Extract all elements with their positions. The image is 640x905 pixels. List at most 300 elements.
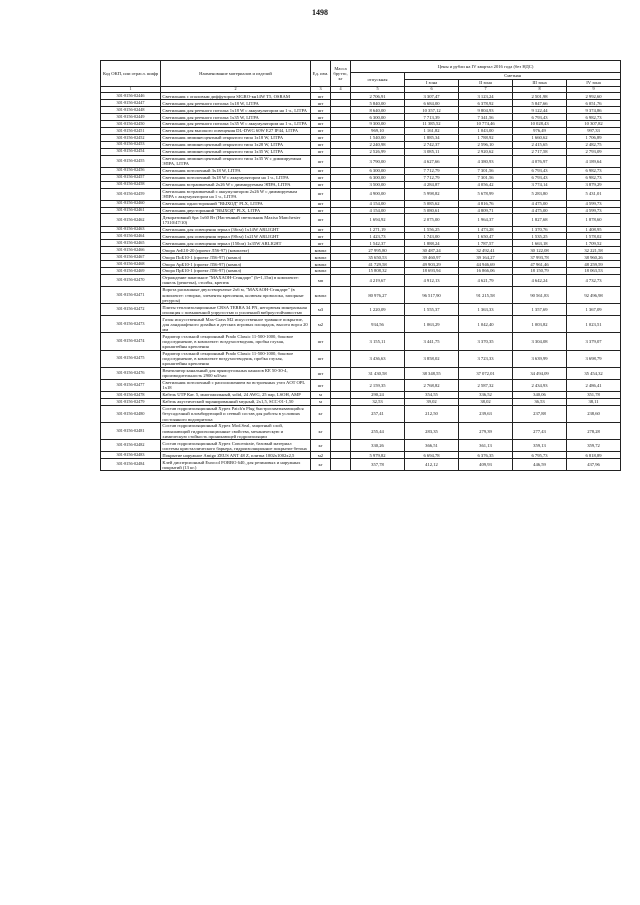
row-price: 6 982,73 [567,167,621,174]
row-price: 3 155,11 [351,333,405,350]
header-mass: Масса брутто, кг [331,61,351,87]
row-code: 301-8156-02469 [101,268,161,275]
table-row [101,254,621,261]
table-row [101,134,621,141]
row-mass [331,233,351,240]
row-code: 301-8156-02446 [101,93,161,100]
table-row [101,350,621,367]
row-price: 3 370,35 [459,333,513,350]
table-row [101,121,621,128]
row-code: 301-8156-02464 [101,233,161,240]
table-row [101,459,621,471]
row-mass [331,141,351,148]
row-code: 301-8156-02465 [101,240,161,247]
row-price: 2 920,62 [459,148,513,155]
row-price: 2 482,75 [567,141,621,148]
row-price: 4 599,73 [567,200,621,207]
row-name: Светильник для реечного потолка 1x35 W, LITPA [161,114,311,121]
table-row [101,155,621,167]
row-price: 6 793,43 [513,167,567,174]
row-code: 301-8156-02476 [101,367,161,379]
row-mass [331,121,351,128]
row-price: 37 072,01 [459,367,513,379]
row-price: 5 678,99 [459,188,513,200]
table-row [101,114,621,121]
row-name: Опора АрБ10-1 (проект Л56-97) (компл) [161,261,311,268]
row-price: 2 717,58 [513,148,567,155]
row-price: 1 363,33 [459,304,513,316]
row-name: Светильник люминесцентный открытого типа 1x35 W, LITPA [161,148,311,155]
row-unit: кг [311,423,331,440]
row-price: 3 304,08 [513,333,567,350]
row-code: 301-8156-02479 [101,398,161,405]
row-mass [331,398,351,405]
row-mass [331,261,351,268]
col-number: 5 [351,86,405,93]
row-price: 96 517,90 [405,287,459,304]
row-price: 1 650,47 [459,233,513,240]
table-row [101,240,621,247]
table-row [101,423,621,440]
row-code: 301-8156-02483 [101,452,161,459]
row-price: 2 075,00 [405,214,459,226]
row-price: 1 367,09 [567,304,621,316]
row-code: 301-8156-02474 [101,333,161,350]
row-price: 2 768,82 [405,379,459,391]
row-name: Светильник для реечного потолка 1x18 W, LITPA [161,100,311,107]
row-code: 301-8156-02471 [101,287,161,304]
row-mass [331,405,351,422]
row-price: 1 555,37 [405,304,459,316]
row-name: Опора ПрБ10-1 (проект Л56-97) (компл) [161,268,311,275]
table-header [101,61,621,93]
row-price: 239,63 [459,405,513,422]
row-price: 3 639,99 [513,350,567,367]
row-price: 10 357,12 [405,107,459,114]
row-unit: шт [311,93,331,100]
row-price: 1 827,68 [513,214,567,226]
row-code: 301-8156-02467 [101,254,161,261]
row-mass [331,240,351,247]
table-row [101,233,621,240]
row-unit: кг [311,459,331,471]
header-zone: I зона [405,79,459,86]
row-mass [331,274,351,286]
row-name: Светильник потолочный 3x18 W с аккумулятором на 1 ч., LITPA [161,174,311,181]
row-mass [331,316,351,333]
row-price: 1 743,00 [405,233,459,240]
row-unit: шт [311,367,331,379]
row-code: 301-8156-02447 [101,100,161,107]
row-name: Светильник для освещения зеркал (90см) 1x21W ARLIGHT [161,233,311,240]
row-unit: шт [311,174,331,181]
row-price: 330,26 [351,440,405,452]
row-price: 437,96 [567,459,621,471]
row-price: 3 436,63 [351,350,405,367]
row-code: 301-8156-02459 [101,188,161,200]
row-price: 6 793,43 [513,174,567,181]
row-mass [331,155,351,167]
row-mass [331,93,351,100]
row-name: Газон искусственный Max-Grass M2 искусственное травяное покрытие, для ландшафтного дизайна и детских игровых площадок, высота ворса 20 мм [161,316,311,333]
row-price: 92 496,98 [567,287,621,304]
row-code: 301-8156-02449 [101,114,161,121]
row-price: 366,51 [405,440,459,452]
row-unit: компл [311,287,331,304]
row-unit: компл [311,261,331,268]
row-code: 301-8156-02480 [101,405,161,422]
row-price: 44 946,69 [459,261,513,268]
row-code: 301-8156-02484 [101,459,161,471]
table-row [101,188,621,200]
row-price: 2 526,99 [351,148,405,155]
row-name: Светильник потолочный с расположением во встроенных узел AOT OPL 1x18 [161,379,311,391]
row-mass [331,254,351,261]
row-price: 6 300,00 [351,174,405,181]
row-price: 4 076,97 [513,155,567,167]
row-price: 27 995,80 [351,247,405,254]
row-price: 4 475,00 [513,207,567,214]
table-row [101,148,621,155]
row-price: 357,78 [351,459,405,471]
row-price: 1 660,62 [513,134,567,141]
row-unit: шт [311,148,331,155]
row-price: 3 879,29 [567,181,621,188]
row-price: 409,93 [459,459,513,471]
row-mass [331,379,351,391]
row-price: 278,28 [567,423,621,440]
row-price: 1 878,60 [567,214,621,226]
row-unit: компл [311,254,331,261]
row-price: 6 793,43 [513,114,567,121]
row-name: Состав гидроизоляционный Xypex Patch'n Plug быстросхватывающийся безусадочный пломбирующий и сеевый состав для работы в условиях постоянного водопритока [161,405,311,422]
row-mass [331,440,351,452]
row-price: 35 650,53 [351,254,405,261]
table-row [101,107,621,114]
row-price: 4 219,67 [351,274,405,286]
row-code: 301-8156-02462 [101,214,161,226]
row-name: Покрытие наружное Amigo ZEUS ANT 48 Z, плитка 1002x1002x2,5 [161,452,311,459]
row-price: 3 723,33 [459,350,513,367]
table-row [101,174,621,181]
row-price: 255,44 [351,423,405,440]
row-name: Светильник с опаловым диффузором SIGRO-кн14W T5, OSRAM [161,93,311,100]
row-price: 9 374,86 [567,107,621,114]
row-price: 4 475,00 [513,200,567,207]
row-mass [331,181,351,188]
row-price: 279,39 [459,423,513,440]
row-name: Декоративный бра 1x60 Вт (Настенный светильник Maxisa Manchester 17310/47/10) [161,214,311,226]
table-row [101,167,621,174]
row-price: 9 300,00 [351,121,405,128]
row-price: 3 858,02 [405,350,459,367]
col-number: 1 [101,86,161,93]
row-code: 301-8156-02481 [101,423,161,440]
col-number: 4 [331,86,351,93]
row-unit: шт [311,128,331,135]
row-price: 1 473,28 [459,226,513,233]
row-unit: м2 [311,452,331,459]
row-price: 1 357,69 [513,304,567,316]
row-unit: кг [311,405,331,422]
header-retail: отпускная [351,72,405,86]
row-price: 2 159,35 [351,379,405,391]
row-unit: шт [311,121,331,128]
row-mass [331,333,351,350]
row-mass [331,214,351,226]
row-price: 4 189,64 [567,155,621,167]
row-price: 3 307,47 [405,93,459,100]
row-code: 301-8156-02466 [101,247,161,254]
table-row [101,452,621,459]
row-name: Светильник встраиваемый с аккумулятором 2x26 W с диммируемым ЭПРА с аккумулятором на 1 ч., LITPA [161,188,311,200]
row-price: 4 732,73 [567,274,621,286]
row-price: 238,60 [567,405,621,422]
row-price: 49 903,29 [405,261,459,268]
row-price: 3 698,79 [567,350,621,367]
table-row [101,287,621,304]
row-name: Кабель UTP Кат. 5, многожильный, solid, 24 AWG, 25 пар, LSOH, AMP [161,392,311,399]
row-unit: шт [311,226,331,233]
row-price: 48 259,59 [567,261,621,268]
row-code: 301-8156-02473 [101,316,161,333]
row-price: 5 840,00 [351,100,405,107]
row-price: 6 051,76 [567,100,621,107]
row-price: 6 378,92 [459,100,513,107]
row-price: 18 693,94 [405,268,459,275]
row-unit: шт [311,141,331,148]
row-price: 32 492,41 [459,247,513,254]
table-row [101,268,621,275]
row-price: 1 578,02 [567,233,621,240]
row-price: 359,72 [567,440,621,452]
row-name: Состав гидроизоляционный Xypex Mod.Seal, защитный слой, повышающий гидроизоляционные свойства, механическую и химическую стойкость проникающей гидроизоляции [161,423,311,440]
row-price: 290,24 [351,392,405,399]
row-price: 9 804,93 [459,107,513,114]
row-price: 277,43 [513,423,567,440]
row-price: 4 154,00 [351,200,405,207]
row-mass [331,188,351,200]
page-number: 1498 [312,8,328,17]
header-prices-title: Цены и рубли на IV квартал 2016 года (без НДС) [351,61,621,73]
row-price: 4 154,00 [351,207,405,214]
row-name: Опора ПоБ10-1 (проект Л56-97) (компл) [161,254,311,261]
row-unit: шт [311,100,331,107]
row-name: Вентилятор канальный для прямоугольных каналов КЕ 50-30-4, производительность 2900 м3/час [161,367,311,379]
row-price: 412,12 [405,459,459,471]
row-mass [331,268,351,275]
row-price: 2 501,98 [513,93,567,100]
row-name: Светильник для освещения зеркал (150см) 1x35W ARLIGHT [161,240,311,247]
row-price: 1 161,82 [405,128,459,135]
row-price: 2 486,41 [567,379,621,391]
row-price: 3 774,14 [513,181,567,188]
row-price: 257,41 [351,405,405,422]
row-price: 18 063,53 [567,268,621,275]
row-price: 997,33 [567,128,621,135]
row-price: 80 976,27 [351,287,405,304]
row-mass [331,107,351,114]
row-price: 9 122,44 [513,107,567,114]
row-price: 976,49 [513,128,567,135]
row-price: 361,13 [459,440,513,452]
row-price: 446,59 [513,459,567,471]
row-price: 3 500,00 [351,181,405,188]
row-name: Ворота распашные двухстворчатые 2x6 м, "МАХАОН-Стандарт" (в комплекте: створки, элементы крепления, колючая проволока, запорные ресурсы) [161,287,311,304]
table-row [101,333,621,350]
row-price: 2 992,60 [567,93,621,100]
row-code: 301-8156-02468 [101,261,161,268]
row-price: 16 866,06 [459,268,513,275]
row-unit: шт [311,167,331,174]
row-price: 7 301,56 [459,167,513,174]
row-name: Светильник односторонний "ВЫХОД" PLX, LITPA [161,200,311,207]
row-price: 1 888,24 [405,240,459,247]
table-row [101,316,621,333]
row-mass [331,459,351,471]
row-price: 1 423,73 [351,233,405,240]
row-price: 10 028,43 [513,121,567,128]
row-price: 8 640,00 [351,107,405,114]
row-name: Светильник для высокого освещения DL-DWG 60W E27 IP44, LITPA [161,128,311,135]
table-row [101,304,621,316]
row-name: Кабель акустический экранированный медный, 2x1,5, SCC-01-1,50 [161,398,311,405]
header-zone: III зона [513,79,567,86]
table-body [101,93,621,471]
row-price: 31 430,58 [351,367,405,379]
row-price: 32,53 [351,398,405,405]
row-price: 4 642,24 [513,274,567,286]
table-row [101,261,621,268]
row-price: 1 370,76 [513,226,567,233]
row-name: Состав гидроизоляционный Xypex Concentrate, базовый материал системы кристаллического барьера, гидроизоляционное покрытие бетона [161,440,311,452]
row-price: 11 385,52 [405,121,459,128]
row-code: 301-8156-02470 [101,274,161,286]
row-price: 34 494,09 [513,367,567,379]
row-name: Плиты теплоизоляционные CRSA TERRA 34 PN, негорючая минеральная изоляция с повышенной упругостью и усиленной виброустойчивостью [161,304,311,316]
row-code: 301-8156-02477 [101,379,161,391]
row-price: 1 663,18 [513,240,567,247]
row-code: 301-8156-02455 [101,155,161,167]
row-price: 10 774,46 [459,121,513,128]
row-unit: шт [311,200,331,207]
row-price: 354,55 [405,392,459,399]
row-price: 47 961,46 [513,261,567,268]
row-price: 4 900,00 [351,188,405,200]
row-price: 1 788,92 [459,134,513,141]
row-unit: шт [311,181,331,188]
row-price: 39 164,27 [459,254,513,261]
row-price: 3 790,00 [351,155,405,167]
row-price: 41 729,58 [351,261,405,268]
row-price: 1 003,82 [513,316,567,333]
row-name: Светильник потолочный 3x18 W, LITPA [161,167,311,174]
row-price: 2 793,09 [567,148,621,155]
row-price: 336,52 [459,392,513,399]
row-name: Светильник люминесцентный открытого типа 1x28 W, LITPA [161,141,311,148]
row-name: Клей дисперсионный Eurocol FORBO 640, для резиновых и наружных покрытий (13 кг.) [161,459,311,471]
row-price: 4 284,87 [405,181,459,188]
col-number: 8 [513,86,567,93]
table-row [101,207,621,214]
row-unit: шт [311,188,331,200]
row-price: 32 221,58 [567,247,621,254]
row-unit: шт [311,333,331,350]
col-number: 2 [161,86,311,93]
row-price: 212,50 [405,405,459,422]
row-price: 1 706,89 [567,134,621,141]
row-price: 6 818,89 [567,452,621,459]
row-unit: шт [311,233,331,240]
row-unit: м [311,398,331,405]
row-code: 301-8156-02448 [101,107,161,114]
price-table [100,60,621,471]
row-price: 7 712,79 [405,167,459,174]
row-price: 5 998,82 [405,188,459,200]
row-price: 38,11 [567,398,621,405]
row-price: 6 300,00 [351,114,405,121]
row-price: 6 376,35 [459,452,513,459]
row-price: 36,53 [513,398,567,405]
col-number: 3 [311,86,331,93]
row-price: 37 993,78 [513,254,567,261]
row-price: 1 694,92 [351,214,405,226]
row-code: 301-8156-02463 [101,226,161,233]
row-mass [331,226,351,233]
row-mass [331,100,351,107]
row-unit: шт [311,207,331,214]
row-code: 301-8156-02451 [101,128,161,135]
table-row [101,247,621,254]
row-price: 3 379,07 [567,333,621,350]
row-mass [331,114,351,121]
row-price: 351,78 [567,392,621,399]
row-price: 5 080,61 [405,207,459,214]
row-price: 1 535,25 [513,233,567,240]
table-row [101,93,621,100]
table-row [101,100,621,107]
header-zone: IV зона [567,79,621,86]
row-price: 1 063,29 [405,316,459,333]
row-code: 301-8156-02472 [101,304,161,316]
row-price: 2 596,10 [459,141,513,148]
row-price: 7 301,56 [459,174,513,181]
row-price: 6 795,73 [513,452,567,459]
table-row [101,379,621,391]
row-code: 301-8156-02475 [101,350,161,367]
row-price: 5 431,01 [567,188,621,200]
row-price: 4 056,42 [459,181,513,188]
row-price: 1 271,19 [351,226,405,233]
row-price: 283,35 [405,423,459,440]
row-unit: компл [311,268,331,275]
row-price: 4 627,66 [405,155,459,167]
row-mass [331,167,351,174]
row-price: 15 808,32 [351,268,405,275]
row-unit: шт [311,240,331,247]
row-price: 39 460,97 [405,254,459,261]
table-row [101,214,621,226]
row-mass [331,423,351,440]
row-unit: м3 [311,304,331,316]
table-row [101,392,621,399]
row-name: Ограждение панельное "МАХАОН-Стандарт" (h=1,15м) в комплекте: панель (решетка), столбы, крепеж [161,274,311,286]
table-row [101,128,621,135]
row-mass [331,350,351,367]
row-mass [331,287,351,304]
row-mass [331,392,351,399]
row-mass [331,128,351,135]
